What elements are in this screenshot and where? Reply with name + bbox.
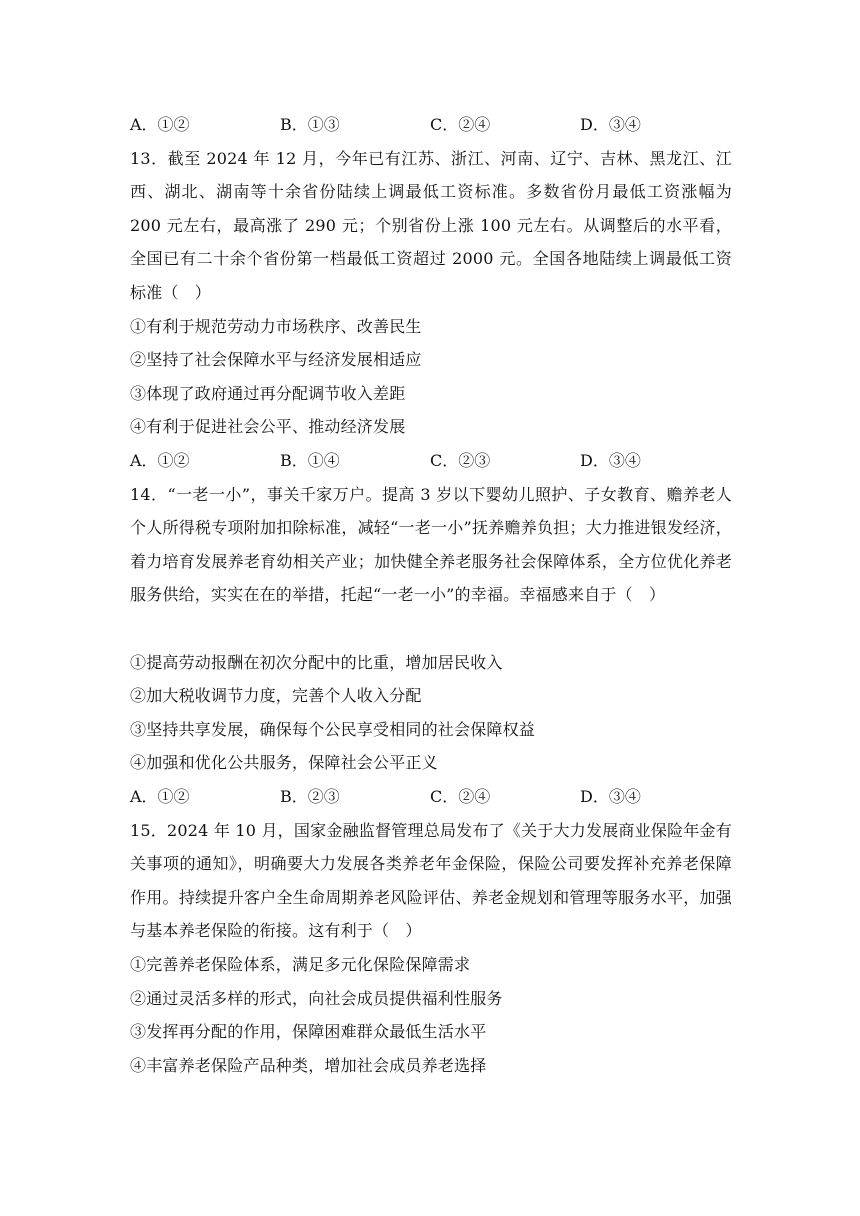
q14-choice-d: D．③④ — [580, 786, 641, 806]
q13-option-3: ③体现了政府通过再分配调节收入差距 — [130, 383, 406, 403]
q13-choices — [130, 444, 732, 478]
q12-choices — [130, 108, 732, 142]
q13-option-4: ④有利于促进社会公平、推动经济发展 — [130, 417, 406, 437]
q15-option-2: ②通过灵活多样的形式，向社会成员提供福利性服务 — [130, 988, 503, 1008]
q14-option-3: ③坚持共享发展，确保每个公民享受相同的社会保障权益 — [130, 719, 536, 739]
q15-option-4: ④丰富养老保险产品种类，增加社会成员养老选择 — [130, 1055, 487, 1075]
q14-option-1: ①提高劳动报酬在初次分配中的比重，增加居民收入 — [130, 652, 503, 672]
q14-option-4: ④加强和优化公共服务，保障社会公平正义 — [130, 753, 438, 773]
q14-choice-a: A．①② — [130, 786, 190, 806]
q12-choice-a: A．①② — [130, 115, 190, 134]
q13-choice-b: B．①④ — [280, 450, 340, 470]
q13-stem: 13．截至 2024 年 12 月，今年已有江苏、浙江、河南、辽宁、吉林、黑龙江、江西、湖北、湖南等十余省份陆续上调最低工资标准。多数省份月最低工资涨幅为 200 元左右，最高涨了 290 元；个别省份上涨 100 元左右。从调整后的水平看，全国已有二十余个省份第一档最低工资超过 2000 元。全国各地陆续上调最低工资标准（ ） — [130, 148, 732, 302]
q12-choice-b: B．①③ — [280, 115, 340, 134]
q15-stem: 15．2024 年 10 月，国家金融监督管理总局发布了《关于大力发展商业保险年金有关事项的通知》，明确要大力发展各类养老年金保险，保险公司要发挥补充养老保障作用。持续提升客户全生命周期养老风险评估、养老金规划和管理等服务水平，加强与基本养老保险的衔接。这有利于（ ） — [130, 820, 732, 941]
q12-choice-c: C．②④ — [430, 115, 491, 134]
q14-option-2: ②加大税收调节力度，完善个人收入分配 — [130, 686, 422, 706]
q13-choice-c: C．②③ — [430, 450, 491, 470]
q13-option-2: ②坚持了社会保障水平与经济发展相适应 — [130, 350, 422, 370]
q13-choice-a: A．①② — [130, 450, 190, 470]
q14-choice-b: B．②③ — [280, 786, 340, 806]
q12-choice-d: D．③④ — [580, 115, 641, 134]
q14-choices — [130, 780, 732, 814]
q13-option-1: ①有利于规范劳动力市场秩序、改善民生 — [130, 316, 422, 336]
q14-choice-c: C．②④ — [430, 786, 491, 806]
exam-page — [130, 108, 732, 1082]
q14-stem: 14．“一老一小”，事关千家万户。提高 3 岁以下婴幼儿照护、子女教育、赡养老人个人所得税专项附加扣除标准，减轻“一老一小”抚养赡养负担；大力推进银发经济，着力培育发展养老育幼相关产业；加快健全养老服务社会保障体系，全方位优化养老服务供给，实实在在的举措，托起“一老一小”的幸福。幸福感来自于（ ） — [130, 484, 732, 605]
q15-option-1: ①完善养老保险体系，满足多元化保险保障需求 — [130, 954, 471, 974]
q15-option-3: ③发挥再分配的作用，保障困难群众最低生活水平 — [130, 1022, 487, 1042]
q13-choice-d: D．③④ — [580, 450, 641, 470]
